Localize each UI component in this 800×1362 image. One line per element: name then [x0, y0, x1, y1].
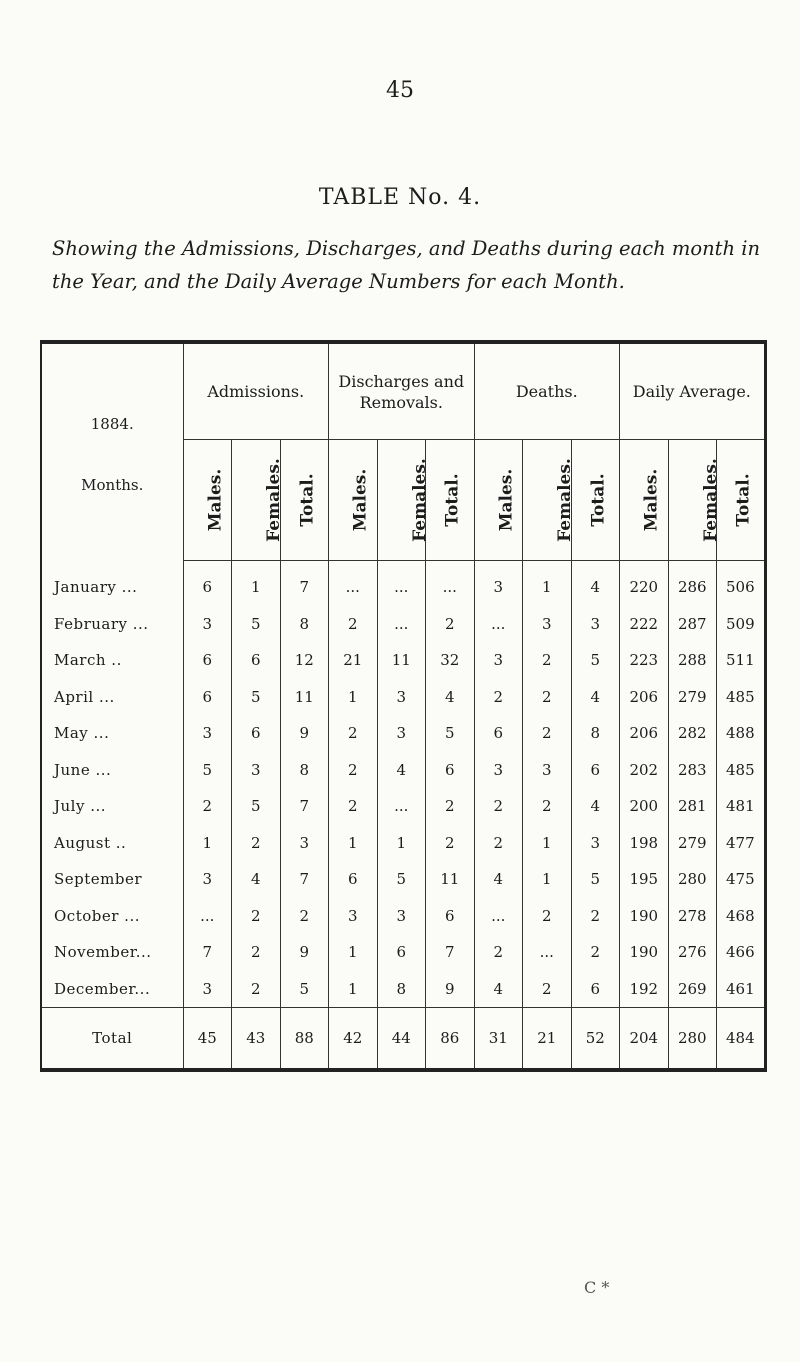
value-cell: 206 [620, 679, 669, 716]
total-value-cell: 43 [232, 1008, 281, 1071]
year-months-header [41, 342, 183, 561]
value-cell: 5 [377, 861, 426, 898]
value-cell: 11 [426, 861, 475, 898]
value-cell: 5 [232, 788, 281, 825]
total-value-cell: 21 [523, 1008, 572, 1071]
subheader-label: Females. [700, 458, 721, 542]
value-cell: 511 [717, 642, 766, 679]
value-cell: 4 [474, 971, 523, 1008]
subheader-discharges-males [329, 440, 378, 561]
value-cell: 6 [329, 861, 378, 898]
group-header-admissions: Admissions. [183, 342, 329, 440]
value-cell: 6 [571, 752, 620, 789]
value-cell: 222 [620, 606, 669, 643]
total-value-cell: 88 [280, 1008, 329, 1071]
value-cell: 8 [280, 752, 329, 789]
value-cell: 485 [717, 679, 766, 716]
table-row [41, 642, 765, 679]
value-cell: 2 [523, 642, 572, 679]
value-cell: 4 [377, 752, 426, 789]
subheader-daily-average-females [668, 440, 721, 561]
value-cell: 11 [377, 642, 426, 679]
subheader-label: Females. [409, 458, 430, 542]
table-row [41, 898, 765, 935]
value-cell: 1 [183, 825, 232, 862]
value-cell: 21 [329, 642, 378, 679]
value-cell: 1 [329, 825, 378, 862]
months-label: Months. [81, 476, 144, 495]
value-cell: 3 [523, 752, 572, 789]
value-cell: 3 [474, 561, 523, 606]
value-cell: 509 [717, 606, 766, 643]
value-cell: 192 [620, 971, 669, 1008]
value-cell: 190 [620, 898, 669, 935]
value-cell: 4 [474, 861, 523, 898]
page-number: 45 [386, 78, 414, 103]
value-cell: 2 [329, 606, 378, 643]
value-cell: 6 [232, 715, 281, 752]
subheader-discharges-total [426, 440, 475, 561]
value-cell: 287 [668, 606, 717, 643]
value-cell: 481 [717, 788, 766, 825]
value-cell: 1 [329, 934, 378, 971]
value-cell: 7 [426, 934, 475, 971]
value-cell: 2 [329, 715, 378, 752]
value-cell: 3 [183, 715, 232, 752]
value-cell: 3 [183, 971, 232, 1008]
value-cell: 279 [668, 679, 717, 716]
value-cell: 6 [183, 642, 232, 679]
value-cell: 3 [571, 606, 620, 643]
value-cell: 3 [183, 861, 232, 898]
month-cell: March .. [54, 651, 122, 670]
value-cell: 269 [668, 971, 717, 1008]
value-cell: 4 [571, 788, 620, 825]
table-row [41, 971, 765, 1008]
value-cell: ... [183, 898, 232, 935]
subheader-daily-average-males [620, 440, 669, 561]
value-cell: ... [474, 606, 523, 643]
subheader-label: Total. [297, 473, 318, 527]
group-header-deaths: Deaths. [474, 342, 620, 440]
value-cell: 6 [426, 752, 475, 789]
month-cell: April ... [54, 687, 115, 706]
value-cell: 466 [717, 934, 766, 971]
value-cell: 2 [571, 934, 620, 971]
value-cell: 3 [232, 752, 281, 789]
month-cell: September [54, 870, 143, 889]
value-cell: 202 [620, 752, 669, 789]
value-cell: 1 [523, 861, 572, 898]
value-cell: 223 [620, 642, 669, 679]
value-cell: 475 [717, 861, 766, 898]
value-cell: 32 [426, 642, 475, 679]
value-cell: 276 [668, 934, 717, 971]
value-cell: 8 [571, 715, 620, 752]
value-cell: 477 [717, 825, 766, 862]
value-cell: 1 [523, 825, 572, 862]
group-header-daily-average: Daily Average. [620, 342, 766, 440]
table-row [41, 934, 765, 971]
value-cell: 8 [377, 971, 426, 1008]
value-cell: 281 [668, 788, 717, 825]
value-cell: 282 [668, 715, 717, 752]
value-cell: 5 [571, 642, 620, 679]
value-cell: 6 [426, 898, 475, 935]
total-row [41, 1008, 765, 1071]
value-cell: 2 [329, 788, 378, 825]
value-cell: 2 [474, 825, 523, 862]
value-cell: 278 [668, 898, 717, 935]
subheader-deaths-females [523, 440, 575, 561]
subheader-label: Total. [588, 473, 609, 527]
value-cell: 1 [329, 971, 378, 1008]
value-cell: 8 [280, 606, 329, 643]
value-cell: 5 [232, 679, 281, 716]
value-cell: ... [377, 788, 426, 825]
subheader-label: Total. [733, 473, 754, 527]
total-value-cell: 484 [717, 1008, 766, 1071]
value-cell: 2 [426, 788, 475, 825]
value-cell: ... [377, 606, 426, 643]
value-cell: 5 [232, 606, 281, 643]
value-cell: 2 [523, 898, 572, 935]
value-cell: 2 [232, 825, 281, 862]
value-cell: 3 [377, 679, 426, 716]
value-cell: 6 [232, 642, 281, 679]
value-cell: 3 [523, 606, 572, 643]
value-cell: ... [329, 561, 378, 606]
footer-signature-mark: C * [584, 1278, 610, 1297]
subheader-daily-average-total [717, 440, 766, 561]
subheader-admissions-females [232, 440, 284, 561]
month-cell: May ... [54, 724, 110, 743]
value-cell: ... [523, 934, 572, 971]
total-value-cell: 280 [668, 1008, 717, 1071]
value-cell: 6 [183, 679, 232, 716]
value-cell: 506 [717, 561, 766, 606]
value-cell: 2 [523, 715, 572, 752]
value-cell: 7 [280, 861, 329, 898]
value-cell: 3 [183, 606, 232, 643]
value-cell: ... [426, 561, 475, 606]
value-cell: 3 [280, 825, 329, 862]
value-cell: 2 [474, 934, 523, 971]
subheader-label: Females. [554, 458, 575, 542]
value-cell: 200 [620, 788, 669, 825]
month-cell: August .. [54, 833, 127, 852]
value-cell: 4 [571, 679, 620, 716]
month-cell: October ... [54, 906, 140, 925]
value-cell: 2 [474, 679, 523, 716]
value-cell: 12 [280, 642, 329, 679]
value-cell: ... [474, 898, 523, 935]
value-cell: 4 [571, 561, 620, 606]
value-cell: 2 [280, 898, 329, 935]
value-cell: 3 [377, 898, 426, 935]
value-cell: 4 [426, 679, 475, 716]
value-cell: 3 [474, 642, 523, 679]
value-cell: 288 [668, 642, 717, 679]
year-label: 1884. [90, 415, 134, 434]
value-cell: 6 [183, 561, 232, 606]
value-cell: 2 [232, 934, 281, 971]
value-cell: 468 [717, 898, 766, 935]
value-cell: 3 [571, 825, 620, 862]
total-value-cell: 86 [426, 1008, 475, 1071]
subheader-label: Males. [641, 468, 662, 532]
value-cell: 3 [377, 715, 426, 752]
table-row [41, 825, 765, 862]
value-cell: 2 [523, 679, 572, 716]
value-cell: 195 [620, 861, 669, 898]
value-cell: 2 [523, 971, 572, 1008]
total-value-cell: 44 [377, 1008, 426, 1071]
value-cell: 1 [523, 561, 572, 606]
subheader-label: Females. [263, 458, 284, 542]
value-cell: 6 [377, 934, 426, 971]
value-cell: 198 [620, 825, 669, 862]
month-cell: June ... [54, 760, 112, 779]
value-cell: 2 [183, 788, 232, 825]
value-cell: 488 [717, 715, 766, 752]
subheader-label: Males. [495, 468, 516, 532]
month-cell: January ... [54, 578, 138, 596]
value-cell: 5 [426, 715, 475, 752]
subheader-label: Males. [204, 468, 225, 532]
value-cell: 220 [620, 561, 669, 606]
value-cell: 5 [183, 752, 232, 789]
subheader-discharges-females [377, 440, 430, 561]
value-cell: 1 [377, 825, 426, 862]
value-cell: 7 [280, 788, 329, 825]
value-cell: 280 [668, 861, 717, 898]
value-cell: 6 [474, 715, 523, 752]
table-subtitle: Showing the Admissions, Discharges, and Deaths during each month in the Year, and the Daily Average Numbers for each Month. [52, 237, 761, 293]
value-cell: 9 [280, 715, 329, 752]
value-cell: 485 [717, 752, 766, 789]
value-cell: 2 [426, 606, 475, 643]
table-row [41, 752, 765, 789]
value-cell: 461 [717, 971, 766, 1008]
value-cell: 4 [232, 861, 281, 898]
total-label: Total [41, 1008, 183, 1071]
value-cell: 9 [280, 934, 329, 971]
table-row [41, 561, 765, 606]
total-value-cell: 31 [474, 1008, 523, 1071]
group-header-discharges: Discharges and Removals. [329, 342, 475, 440]
value-cell: 206 [620, 715, 669, 752]
total-value-cell: 42 [329, 1008, 378, 1071]
value-cell: 3 [474, 752, 523, 789]
value-cell: 11 [280, 679, 329, 716]
subheader-label: Total. [442, 473, 463, 527]
total-value-cell: 45 [183, 1008, 232, 1071]
subheader-label: Males. [350, 468, 371, 532]
value-cell: 2 [232, 898, 281, 935]
value-cell: 2 [474, 788, 523, 825]
value-cell: 3 [329, 898, 378, 935]
total-value-cell: 204 [620, 1008, 669, 1071]
total-value-cell: 52 [571, 1008, 620, 1071]
value-cell: 2 [329, 752, 378, 789]
table-row [41, 861, 765, 898]
month-cell: November... [54, 943, 152, 962]
value-cell: 1 [329, 679, 378, 716]
table-row [41, 606, 765, 643]
subheader-deaths-males [474, 440, 523, 561]
value-cell: 286 [668, 561, 717, 606]
value-cell: 2 [571, 898, 620, 935]
value-cell: 2 [426, 825, 475, 862]
value-cell: ... [377, 561, 426, 606]
subheader-admissions-total [280, 440, 329, 561]
value-cell: 283 [668, 752, 717, 789]
month-cell: December... [54, 979, 151, 998]
value-cell: 2 [232, 971, 281, 1008]
value-cell: 9 [426, 971, 475, 1008]
value-cell: 279 [668, 825, 717, 862]
month-cell: February ... [54, 614, 149, 633]
table-title: TABLE No. 4. [318, 185, 482, 210]
table-row [41, 788, 765, 825]
value-cell: 5 [571, 861, 620, 898]
subheader-deaths-total [571, 440, 620, 561]
table-row [41, 715, 765, 752]
value-cell: 5 [280, 971, 329, 1008]
table-row [41, 679, 765, 716]
value-cell: 7 [280, 561, 329, 606]
month-cell: July ... [54, 797, 107, 816]
value-cell: 190 [620, 934, 669, 971]
value-cell: 2 [523, 788, 572, 825]
value-cell: 1 [232, 561, 281, 606]
subheader-admissions-males [183, 440, 232, 561]
monthly-statistics-table [40, 340, 767, 1072]
value-cell: 7 [183, 934, 232, 971]
value-cell: 6 [571, 971, 620, 1008]
